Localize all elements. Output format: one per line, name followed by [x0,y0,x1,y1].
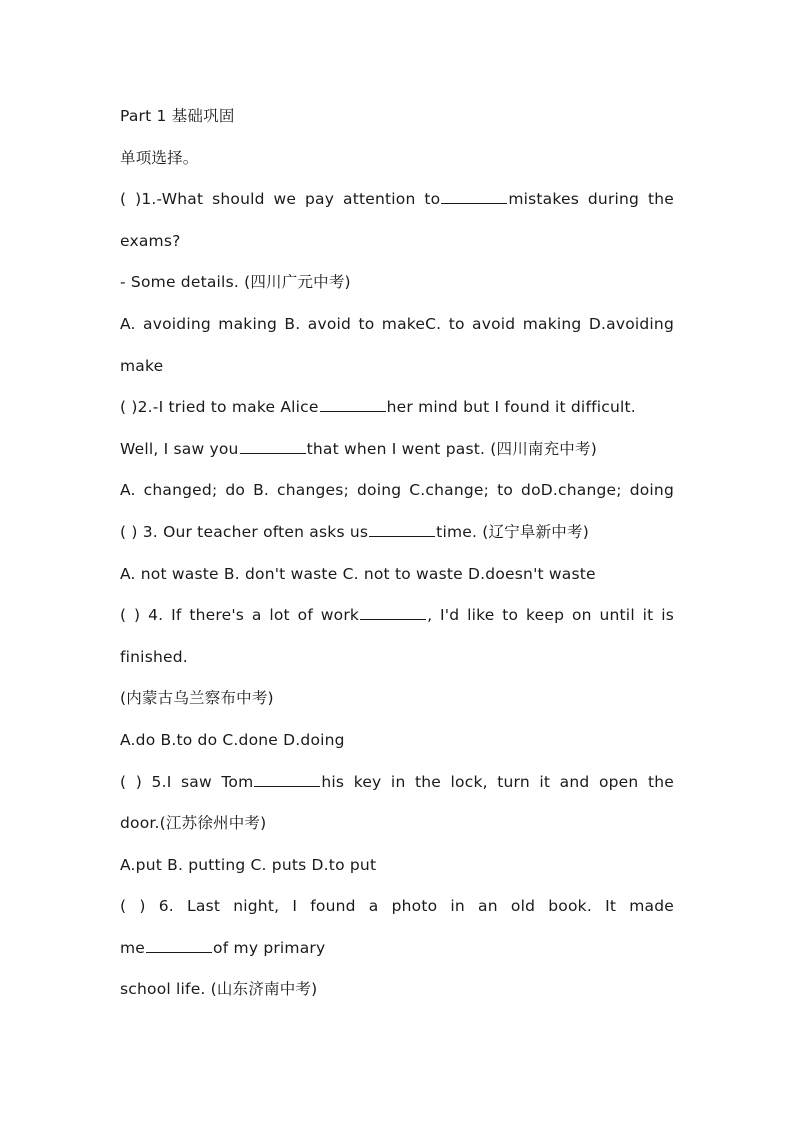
question-6 [120,886,674,1011]
question-2-line-1: ( )2.-I tried to make Alice her mind but I found it difficult. [120,387,674,429]
question-2-options: A. changed; do B. changes; doing C.change; to doD.change; doing [120,481,674,500]
question-3-options: A. not waste B. don't waste C. not to waste D.doesn't waste [120,564,596,583]
answer-blank [240,436,306,453]
question-2-line-2: Well, I saw you that when I went past. (四川南充中考) [120,429,674,471]
question-4 [120,595,674,761]
question-1-line-2: exams? [120,231,181,250]
question-6-line-2: me of my primary [120,928,674,970]
answer-blank [254,769,320,786]
answer-blank [441,187,507,204]
part-heading: Part 1 基础巩固 [120,107,235,125]
question-4-options: A.do B.to do C.done D.doing [120,730,345,749]
question-6-line-3: school life. (山东济南中考) [120,980,318,999]
question-5-line-1: ( ) 5.I saw Tom his key in the lock, turn it and open the [120,762,674,804]
question-5-options: A.put B. putting C. puts D.to put [120,855,377,874]
answer-blank [369,520,435,537]
question-1-answer: - Some details. (四川广元中考) [120,273,351,292]
question-5-line-2: door.(江苏徐州中考) [120,814,267,833]
answer-blank [146,936,212,953]
question-2 [120,387,674,512]
answer-blank [360,603,426,620]
question-5 [120,762,674,887]
question-4-line-1: ( ) 4. If there's a lot of work , I'd like to keep on until it is [120,595,674,637]
question-4-line-2: finished. [120,647,188,666]
question-3-line-1: ( ) 3. Our teacher often asks us time. (辽宁阜新中考) [120,512,674,554]
question-3 [120,512,674,595]
question-4-source: (内蒙古乌兰察布中考) [120,689,274,708]
question-1-options-cont: make [120,356,164,375]
question-1-line-1: ( )1.-What should we pay attention to mistakes during the [120,179,674,221]
worksheet-page [120,96,674,1011]
question-1-options: A. avoiding making B. avoid to makeC. to avoid making D.avoiding [120,314,674,333]
question-6-line-1: ( ) 6. Last night, I found a photo in an old book. It made [120,897,674,916]
section-heading: 单项选择。 [120,148,199,167]
answer-blank [320,395,386,412]
question-1 [120,179,674,387]
